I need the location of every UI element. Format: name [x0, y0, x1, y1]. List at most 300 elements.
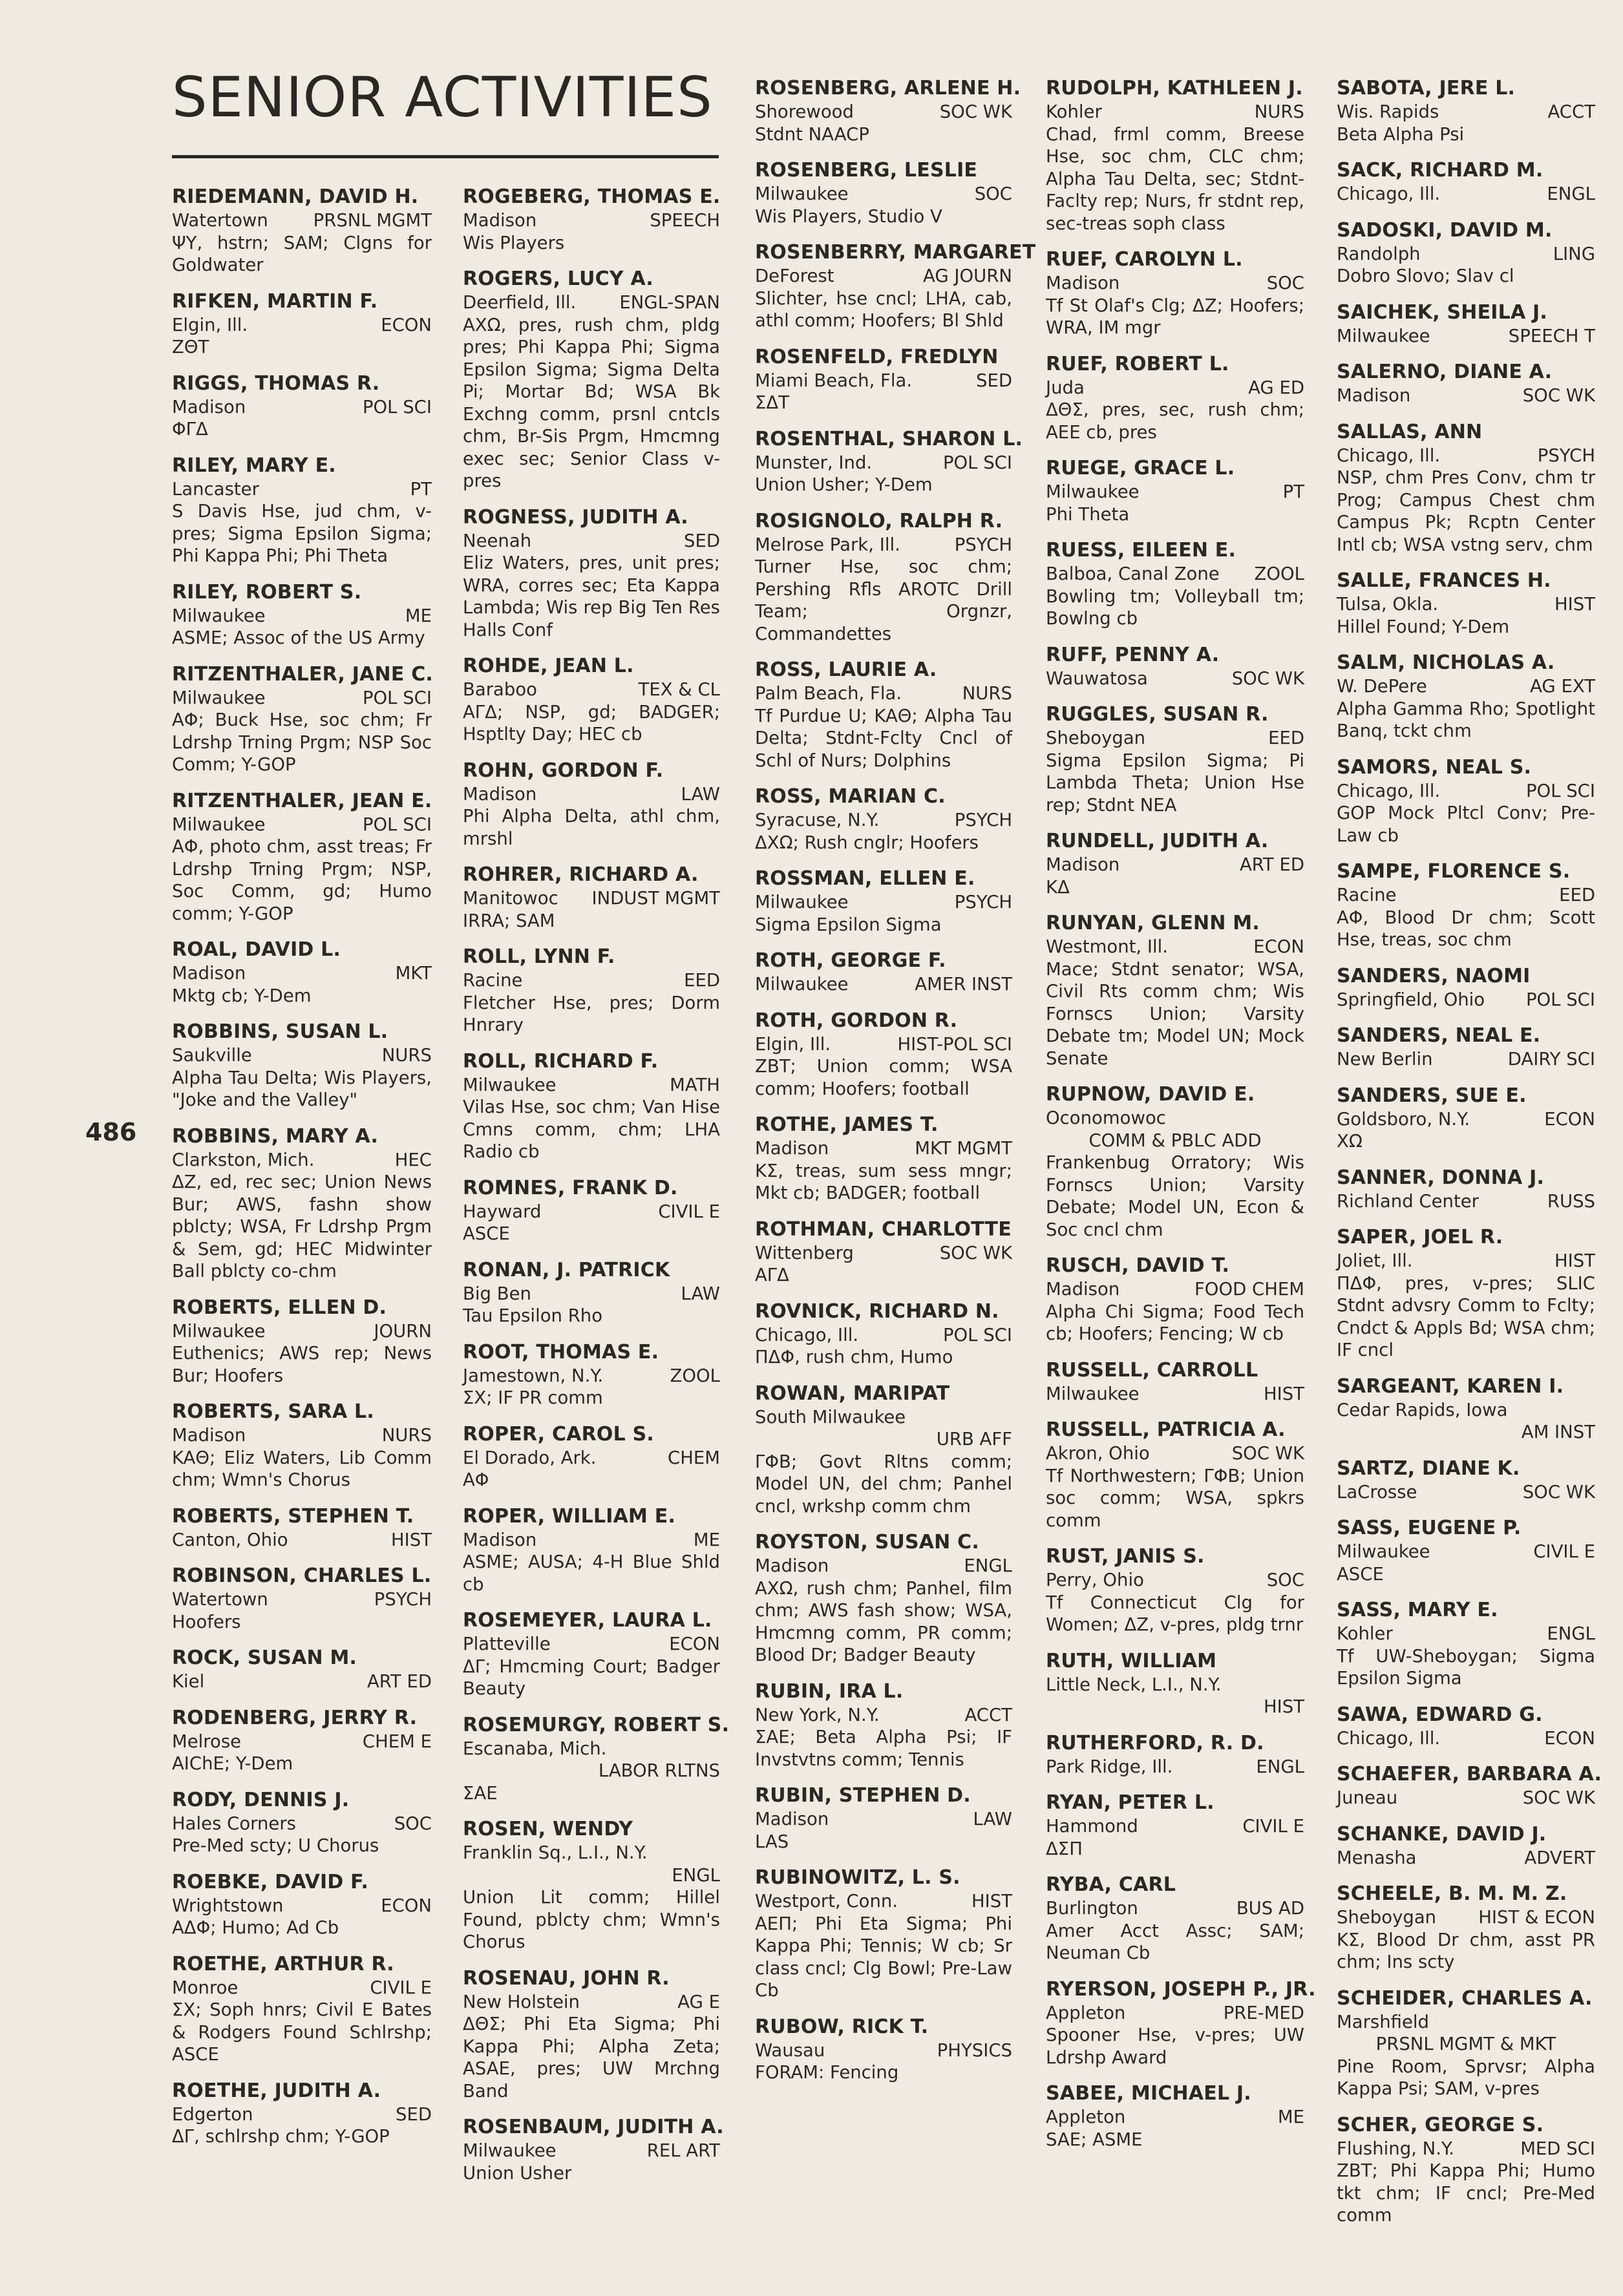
major: PSYCH: [374, 1589, 432, 1610]
student-name: ROHRER, RICHARD A.: [463, 863, 699, 886]
activities: Pine Room, Sprvsr; Alpha Kappa Psi; SAM, v-pres: [1337, 2056, 1595, 2099]
student-name: ROBBINS, MARY A.: [172, 1124, 379, 1148]
senior-entry: [463, 1608, 720, 1700]
hometown-major-line: [755, 809, 1012, 832]
major: CHEM E: [362, 1731, 432, 1752]
hometown: Clarkston, Mich.: [172, 1149, 315, 1170]
student-name: SAICHEK, SHEILA J.: [1337, 300, 1547, 324]
hometown-major-line: [463, 530, 720, 553]
activities: KΣ, treas, sum sess mngr; Mkt cb; BADGER; football: [755, 1160, 1012, 1203]
hometown-major-line: [1337, 1906, 1595, 1929]
hometown-major-line: [172, 1529, 432, 1552]
senior-entry: [172, 1296, 432, 1387]
student-name: ROPER, WILLIAM E.: [463, 1504, 676, 1528]
student-name: ROPER, CAROL S.: [463, 1422, 654, 1446]
student-name: ROBERTS, STEPHEN T.: [172, 1504, 414, 1528]
hometown-major-line: [463, 1201, 720, 1223]
hometown: Milwaukee: [172, 687, 266, 708]
hometown: Menasha: [1337, 1847, 1417, 1868]
hometown-major-line: [755, 973, 1012, 996]
hometown: Randolph: [1337, 243, 1421, 264]
major: FOOD CHEM: [1194, 1279, 1304, 1300]
major: CIVIL E: [658, 1201, 720, 1222]
student-name: RONAN, J. PATRICK: [463, 1258, 670, 1281]
senior-entry: [755, 949, 1012, 996]
student-name: RUNYAN, GLENN M.: [1046, 912, 1260, 934]
student-name: ROGEBERG, THOMAS E.: [463, 185, 721, 208]
student-name: ROAL, DAVID L.: [172, 938, 341, 961]
activities: AΔΦ; Humo; Ad Cb: [172, 1917, 339, 1938]
senior-entry: [172, 1124, 432, 1283]
hometown-major-line: [1337, 593, 1595, 616]
hometown: Madison: [755, 1138, 829, 1159]
hometown: New York, N.Y.: [755, 1704, 880, 1725]
student-name: RITZENTHALER, JEAN E.: [172, 789, 432, 812]
major: ENGL-SPAN: [619, 292, 720, 313]
hometown-major-line: [463, 2140, 720, 2162]
student-name: RYAN, PETER L.: [1046, 1791, 1215, 1814]
major: JOURN: [374, 1320, 432, 1342]
activities: Wis Players: [463, 232, 565, 253]
column-4: [1046, 76, 1316, 2164]
major: ENGL: [1547, 184, 1595, 204]
major: SOC: [1266, 273, 1304, 293]
hometown: Canton, Ohio: [172, 1529, 288, 1550]
activities: Alpha Gamma Rho; Spotlight Banq, tckt chm: [1337, 698, 1595, 741]
activities: Slichter, hse cncl; LHA, cab, athl comm; Hoofers; Bl Shld: [755, 288, 1012, 331]
major: HIST: [390, 1529, 432, 1550]
senior-entry: [755, 1009, 1012, 1101]
student-name: RUFF, PENNY A.: [1046, 643, 1220, 666]
hometown-major-line: [1337, 1623, 1595, 1645]
hometown: Park Ridge, Ill.: [1046, 1756, 1173, 1777]
major: SED: [683, 530, 720, 551]
activities: ΣΔT: [755, 392, 789, 413]
student-name: RUTH, WILLIAM: [1046, 1649, 1217, 1672]
senior-entry: [172, 1020, 432, 1111]
major: SOC: [974, 184, 1012, 204]
major: ME: [693, 1529, 720, 1550]
hometown: Juneau: [1337, 1787, 1398, 1808]
senior-entry: [1337, 1225, 1595, 1362]
activities: AXΩ, rush chm; Panhel, film chm; AWS fash show; WSA, Hmcmng comm, PR comm; Blood Dr; Badger Beauty: [755, 1577, 1012, 1665]
hometown: Balboa, Canal Zone: [1046, 563, 1220, 584]
activities: ΠΔΦ, rush chm, Humo: [755, 1347, 953, 1367]
major: SOC: [394, 1813, 432, 1834]
activities: Union Usher: [463, 2162, 572, 2184]
activities: ΓΦB; Govt Rltns comm; Model UN, del chm; Panhel cncl, wrkshp comm chm: [755, 1451, 1012, 1517]
activities: Mace; Stdnt senator; WSA, Civil Rts comm chm; Wis Fornscs Union; Varsity Debate tm; Model UN; Mock Senate: [1046, 958, 1304, 1069]
major: REL ART: [646, 2140, 720, 2161]
senior-entry: [1046, 456, 1304, 525]
hometown-major-line: [755, 1033, 1012, 1056]
hometown: Jamestown, N.Y.: [463, 1365, 604, 1386]
senior-entry: [1337, 1822, 1595, 1869]
hometown: Milwaukee: [463, 2140, 557, 2161]
senior-entry: [755, 158, 1012, 227]
activities: ΔZ, ed, rec sec; Union News Bur; AWS, fashn show pblcty; WSA, Fr Ldrshp Prgm & Sem, gd; HEC Midwinter Ball pblcty co-chm: [172, 1172, 432, 1281]
hometown-major-line: [755, 1555, 1012, 1577]
major: PSYCH: [954, 810, 1012, 830]
hometown-major-line: [463, 291, 720, 314]
hometown-major-line: [755, 183, 1012, 205]
activities: Alpha Tau Delta; Wis Players, "Joke and the Valley": [172, 1067, 432, 1110]
hometown: Hammond: [1046, 1816, 1138, 1837]
activities: Bowling tm; Volleyball tm; Bowlng cb: [1046, 585, 1304, 629]
hometown: Milwaukee: [1337, 1541, 1430, 1562]
activities: ΣX; Soph hnrs; Civil E Bates & Rodgers Found Schlrshp; ASCE: [172, 1999, 432, 2065]
major: EED: [684, 970, 720, 991]
senior-entry: [463, 2115, 724, 2184]
senior-entry: [755, 509, 1012, 646]
student-name: RITZENTHALER, JANE C.: [172, 662, 434, 686]
column-1: [172, 185, 432, 2161]
activities: Mktg cb; Y-Dem: [172, 985, 312, 1006]
senior-entry: [172, 1564, 432, 1633]
hometown: Madison: [172, 963, 246, 984]
senior-entry: [755, 2015, 1012, 2084]
major: ECON: [1544, 1108, 1595, 1130]
student-name: RUBINOWITZ, L. S.: [755, 1866, 960, 1889]
major: SOC WK: [939, 101, 1012, 122]
hometown-major-line: [463, 783, 720, 806]
major: ECON: [1253, 936, 1304, 957]
major: POL SCI: [1525, 780, 1595, 801]
hometown-major-line: [755, 370, 1012, 392]
hometown-major-line: [172, 1424, 432, 1447]
major: POL SCI: [942, 1324, 1012, 1345]
hometown: Milwaukee: [463, 1074, 557, 1095]
major: CIVIL E: [1242, 1816, 1304, 1837]
major: MKT MGMT: [915, 1138, 1012, 1159]
hometown: Racine: [1337, 885, 1397, 905]
hometown: Madison: [1337, 385, 1411, 406]
hometown-major-line: [1337, 2138, 1595, 2160]
hometown-major-line: [172, 1731, 432, 1753]
hometown: Saukville: [172, 1045, 252, 1066]
student-name: RODY, DENNIS J.: [172, 1788, 350, 1811]
hometown-major-line: [172, 605, 432, 627]
major: SPEECH: [650, 210, 720, 231]
senior-entry: [1337, 2113, 1595, 2227]
student-name: RUSCH, DAVID T.: [1046, 1254, 1230, 1277]
activities: AΦ, photo chm, asst treas; Fr Ldrshp Trning Prgm; NSP, Soc Comm, gd; Humo comm; Y-GOP: [172, 836, 432, 924]
student-name: RODENBERG, JERRY R.: [172, 1706, 418, 1729]
major: ME: [405, 605, 432, 626]
activities: FORAM: Fencing: [755, 2062, 899, 2083]
hometown-major-line: [1337, 1190, 1595, 1213]
hometown-major-line: [1046, 1383, 1304, 1406]
major: INDUST MGMT: [591, 888, 720, 909]
activities: Union Usher; Y-Dem: [755, 474, 933, 495]
activities: Tf UW-Sheboygan; Sigma Epsilon Sigma: [1337, 1645, 1595, 1689]
student-name: SARTZ, DIANE K.: [1337, 1457, 1520, 1480]
student-name: RUSSELL, PATRICIA A.: [1046, 1418, 1286, 1441]
hometown: Edgerton: [172, 2103, 253, 2125]
hometown: Wauwatosa: [1046, 668, 1148, 689]
senior-entry: [463, 1422, 720, 1491]
hometown-major-line: [463, 1283, 720, 1305]
senior-entry: [1337, 1986, 1595, 2100]
activities: Frankenbug Orratory; Wis Fornscs Union; Varsity Debate; Model UN, Econ & Soc cncl chm: [1046, 1152, 1304, 1240]
student-name: RIEDEMANN, DAVID H.: [172, 185, 419, 208]
student-name: RUGGLES, SUSAN R.: [1046, 703, 1269, 726]
hometown: Madison: [1046, 273, 1120, 293]
hometown: Sheboygan: [1337, 1907, 1437, 1928]
activities: LAS: [755, 1831, 789, 1852]
major: COMM & PBLC ADD: [1088, 1130, 1262, 1151]
hometown: Monroe: [172, 1977, 239, 1998]
student-name: RUDOLPH, KATHLEEN J.: [1046, 77, 1303, 100]
student-name: SASS, EUGENE P.: [1337, 1517, 1522, 1539]
major: LAW: [681, 783, 720, 805]
hometown: Madison: [1046, 1279, 1120, 1300]
senior-entry: [1046, 829, 1304, 898]
student-name: ROTHE, JAMES T.: [755, 1113, 939, 1136]
hometown: Oconomowoc: [1046, 1108, 1166, 1128]
hometown: Madison: [463, 1529, 537, 1550]
activities: ZΘT: [172, 337, 209, 357]
student-name: SABOTA, JERE L.: [1337, 77, 1516, 100]
senior-entry: [1046, 643, 1304, 690]
senior-entry: [1337, 1166, 1595, 1213]
senior-entry: [755, 658, 1012, 772]
senior-entry: [1046, 76, 1304, 235]
hometown-major-line: [463, 209, 720, 232]
hometown-major-line: [1337, 1787, 1595, 1809]
hometown: Springfield, Ohio: [1337, 989, 1485, 1010]
hometown-major-line: [1337, 1481, 1595, 1504]
major: POL SCI: [362, 687, 432, 708]
student-name: SANNER, DONNA J.: [1337, 1166, 1545, 1189]
major: ZOOL: [1254, 563, 1304, 584]
major: ECON: [1544, 1727, 1595, 1749]
hometown-major-line: [1337, 780, 1595, 803]
hometown: Watertown: [172, 1589, 268, 1610]
hometown: Elgin, Ill.: [755, 1033, 831, 1055]
student-name: ROSENBERG, ARLENE H.: [755, 77, 1021, 100]
hometown-major-line: [1337, 384, 1595, 407]
hometown: Richland Center: [1337, 1190, 1479, 1212]
hometown: Kiel: [172, 1671, 205, 1692]
student-name: SAWA, EDWARD G.: [1337, 1703, 1543, 1726]
hometown-major-line: [172, 962, 432, 985]
activities: AΓΔ: [755, 1265, 789, 1285]
hometown: Perry, Ohio: [1046, 1570, 1144, 1590]
student-name: ROSENAU, JOHN R.: [463, 1966, 670, 1990]
activities: ASCE: [1337, 1563, 1384, 1585]
major: ME: [1277, 2107, 1304, 2127]
student-name: SALERNO, DIANE A.: [1337, 361, 1553, 383]
hometown: Appleton: [1046, 2002, 1126, 2023]
senior-entry: [1337, 1374, 1595, 1444]
student-name: ROGERS, LUCY A.: [463, 268, 654, 290]
student-name: ROCK, SUSAN M.: [172, 1647, 357, 1669]
activities: Fletcher Hse, pres; Dorm Hnrary: [463, 992, 720, 1035]
hometown: Franklin Sq., L.I., N.Y.: [463, 1842, 648, 1863]
hometown-major-line: [1046, 481, 1304, 503]
hometown-major-line: [1337, 101, 1595, 123]
hometown: Goldsboro, N.Y.: [1337, 1108, 1470, 1130]
hometown-major-line: [755, 1242, 1012, 1265]
hometown: Tulsa, Okla.: [1337, 594, 1439, 615]
senior-entry: [1046, 1649, 1304, 1718]
hometown: Miami Beach, Fla.: [755, 370, 913, 391]
senior-entry: [1046, 702, 1304, 816]
major: HIST: [1263, 1696, 1304, 1717]
hometown: Kohler: [1046, 101, 1102, 122]
major: NURS: [381, 1425, 432, 1446]
hometown: Palm Beach, Fla.: [755, 683, 902, 704]
student-name: ROVNICK, RICHARD N.: [755, 1300, 999, 1323]
hometown-major-line: [172, 814, 432, 836]
major: PSYCH: [954, 534, 1012, 555]
hometown: Hayward: [463, 1201, 542, 1222]
student-name: SADOSKI, DAVID M.: [1337, 218, 1553, 242]
hometown: Milwaukee: [1046, 481, 1140, 502]
hometown: New Holstein: [463, 1991, 580, 2012]
student-name: ROHN, GORDON F.: [463, 759, 664, 782]
major: AMER INST: [915, 974, 1012, 995]
hometown-major-line: [755, 1137, 1012, 1160]
senior-entry: [755, 1680, 1012, 1771]
hometown-major-line: [1046, 727, 1304, 750]
student-name: ROYSTON, SUSAN C.: [755, 1531, 979, 1553]
senior-entry: [1046, 1873, 1304, 1964]
senior-entry: [463, 863, 720, 932]
major: NURS: [1254, 101, 1304, 122]
activities: NSP, chm Pres Conv, chm tr Prog; Campus Chest chm Campus Pk; Rcptn Center Intl cb; WSA vstng serv, chm: [1337, 467, 1595, 555]
hometown-major-line: [463, 679, 720, 701]
major: SOC WK: [1231, 668, 1304, 689]
activities: AEΠ; Phi Eta Sigma; Phi Kappa Phi; Tennis; W cb; Sr class cncl; Clg Bowl; Pre-Law Cb: [755, 1913, 1012, 2001]
major: SED: [395, 2103, 432, 2125]
student-name: ROBBINS, SUSAN L.: [172, 1020, 388, 1043]
senior-entry: [1337, 218, 1595, 288]
student-name: ROTH, GORDON R.: [755, 1009, 958, 1032]
activities: ASCE: [463, 1223, 510, 1244]
hometown: Westport, Conn.: [755, 1891, 898, 1912]
senior-entry: [172, 662, 432, 776]
hometown: Escanaba, Mich.: [463, 1738, 607, 1759]
hometown-major-line: [463, 969, 720, 992]
senior-entry: [463, 759, 720, 850]
hometown: Chicago, Ill.: [1337, 1727, 1441, 1749]
hometown: Lancaster: [172, 478, 259, 500]
major: SOC WK: [1522, 385, 1595, 406]
senior-entry: [755, 1382, 1012, 1518]
student-name: ROETHE, JUDITH A.: [172, 2079, 381, 2102]
hometown: Hales Corners: [172, 1813, 296, 1834]
activities: ΨΥ, hstrn; SAM; Clgns for Goldwater: [172, 232, 432, 275]
activities: Euthenics; AWS rep; News Bur; Hoofers: [172, 1343, 432, 1386]
student-name: ROSENBERRY, MARGARET: [755, 241, 1036, 264]
hometown-major-line: [755, 265, 1012, 288]
activities: Alpha Chi Sigma; Food Tech cb; Hoofers; Fencing; W cb: [1046, 1301, 1304, 1344]
senior-entry: [172, 1504, 432, 1552]
major: LING: [1553, 243, 1595, 264]
student-name: ROSS, MARIAN C.: [755, 785, 946, 808]
hometown-major-line: [172, 314, 432, 337]
hometown: Flushing, N.Y.: [1337, 2138, 1454, 2159]
major: SOC: [1266, 1570, 1304, 1590]
major: HIST & ECON: [1478, 1907, 1595, 1928]
student-name: ROTHMAN, CHARLOTTE: [755, 1217, 1012, 1241]
student-name: RUESS, EILEEN E.: [1046, 539, 1236, 562]
senior-entry: [1337, 1703, 1595, 1750]
senior-entry: [755, 240, 1036, 332]
hometown: Milwaukee: [755, 892, 849, 912]
major: PHYSICS: [937, 2039, 1012, 2061]
hometown-major-line: [1046, 1569, 1304, 1592]
activities: Turner Hse, soc chm; Pershing Rfls AROTC Drill Team; Orgnzr, Commandettes: [755, 556, 1012, 644]
hometown-major-line: [1337, 1108, 1595, 1131]
hometown: Juda: [1046, 377, 1085, 398]
hometown-major-line: [1046, 1815, 1304, 1838]
hometown: Madison: [463, 783, 537, 805]
hometown: Little Neck, L.I., N.Y.: [1046, 1674, 1222, 1695]
hometown-major-line: [172, 1149, 432, 1172]
activities: ASME; Assoc of the US Army: [172, 627, 425, 648]
student-name: SARGEANT, KAREN I.: [1337, 1374, 1564, 1398]
activities: ΔXΩ; Rush cnglr; Hoofers: [755, 832, 979, 853]
senior-entry: [1337, 1762, 1602, 1809]
major: ECON: [669, 1634, 720, 1654]
activities: AXΩ, pres, rush chm, pldg pres; Phi Kappa Phi; Sigma Epsilon Sigma; Sigma Delta Pi; Mortar Bd; WSA Bk Exchng comm, prsnl cntcls chm, Br-Sis Prgm, Hmcmng exec sec; Senior Class v-pres: [463, 314, 720, 491]
senior-entry: [1046, 1082, 1304, 1241]
hometown-major-line: [172, 1895, 432, 1917]
column-3: [755, 76, 1036, 2097]
senior-entry: [1046, 538, 1304, 630]
hometown: Milwaukee: [755, 974, 849, 995]
senior-entry: [755, 1530, 1012, 1667]
activities: AΦ, Blood Dr chm; Scott Hse, treas, soc chm: [1337, 907, 1595, 950]
senior-entry: [172, 185, 432, 277]
hometown-major-line: [755, 2039, 1012, 2062]
hometown: El Dorado, Ark.: [463, 1447, 597, 1468]
hometown-major-line: [755, 534, 1012, 556]
hometown: New Berlin: [1337, 1049, 1433, 1069]
hometown-major-line: [1046, 668, 1304, 690]
hometown-major-line: [1337, 1847, 1595, 1869]
major: POL SCI: [1525, 989, 1595, 1010]
major: AG JOURN: [923, 266, 1012, 286]
student-name: ROTH, GEORGE F.: [755, 949, 946, 972]
hometown: Madison: [1046, 854, 1120, 875]
hometown: Platteville: [463, 1634, 551, 1654]
senior-entry: [1337, 1084, 1595, 1153]
hometown: Syracuse, N.Y.: [755, 810, 880, 830]
student-name: RUPNOW, DAVID E.: [1046, 1083, 1255, 1106]
student-name: RUNDELL, JUDITH A.: [1046, 830, 1269, 852]
hometown: Milwaukee: [172, 1320, 266, 1342]
hometown: Watertown: [172, 210, 268, 231]
activities: ΔΘΣ, pres, sec, rush chm; AEE cb, pres: [1046, 399, 1304, 443]
senior-entry: [1337, 1882, 1595, 1974]
senior-entry: [1337, 1024, 1595, 1071]
senior-entry: [172, 1788, 432, 1857]
student-name: SCHEIDER, CHARLES A.: [1337, 1986, 1593, 2010]
senior-entry: [1337, 569, 1595, 638]
student-name: SAMPE, FLORENCE S.: [1337, 860, 1571, 883]
activities: Sigma Epsilon Sigma; Pi Lambda Theta; Union Hse rep; Stdnt NEA: [1046, 750, 1304, 816]
activities: Wis Players, Studio V: [755, 205, 942, 227]
student-name: SASS, MARY E.: [1337, 1599, 1498, 1621]
hometown-major-line: [172, 1588, 432, 1611]
hometown-major-line: [755, 1704, 1012, 1727]
student-name: SACK, RICHARD M.: [1337, 159, 1543, 182]
senior-entry: [463, 1340, 720, 1409]
